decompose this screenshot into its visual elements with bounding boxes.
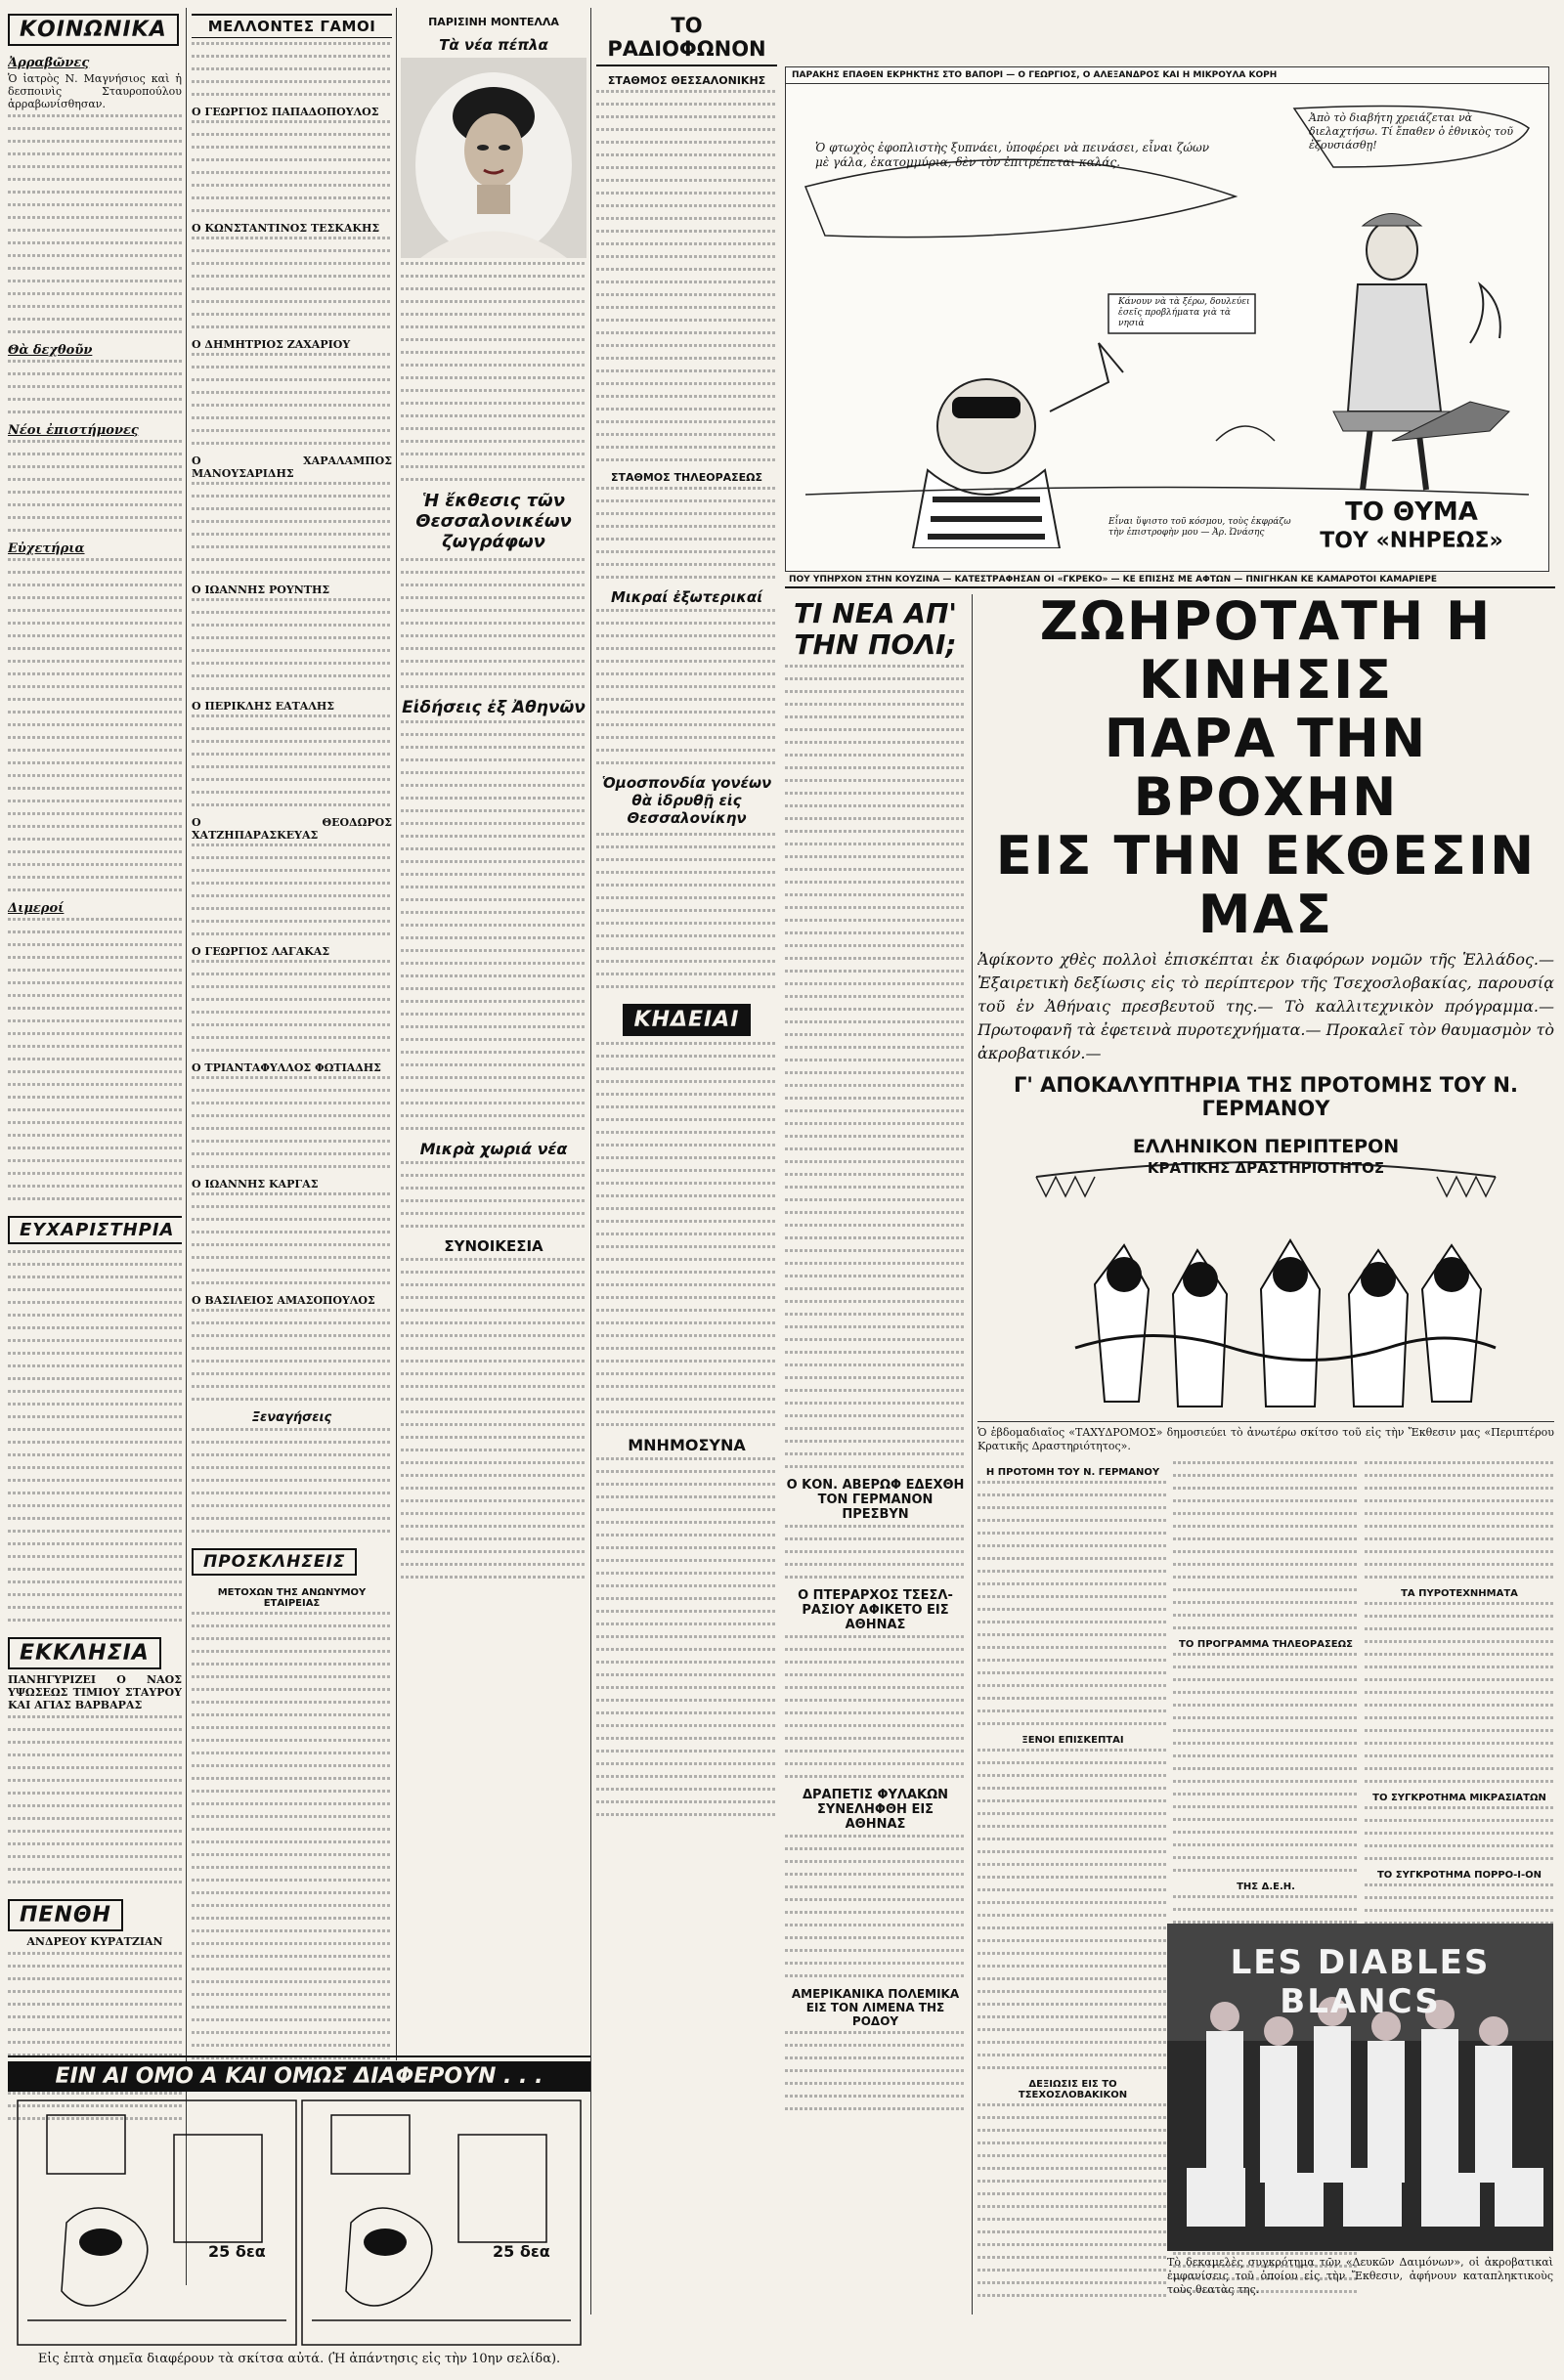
section-head-1: ΞΕΝΟΙ ΕΠΙΣΚΕΠΤΑΙ [1021,1735,1124,1746]
bride-image [401,58,586,258]
text-block [785,1835,966,1977]
synoikeia-headline: ΣΥΝΟΙΚΕΣΙΑ [444,1237,543,1255]
eidiseis-headline: Εἰδήσεις ἐξ Ἀθηνῶν [402,698,586,717]
column-fashion [401,8,586,2060]
text-block [8,1250,182,1622]
cartoon-title-2: ΤΟΥ «ΝΗΡΕΩΣ» [1320,529,1503,553]
text-block [596,90,777,461]
arravones-text: Ὁ ἰατρὸς Ν. Μαγνήσιος καὶ ἡ δεσποινὶς Σταυροπούλου ἀρραβωνίσθησαν. [8,72,182,110]
lead-deck: Ἀφίκοντο χθὲς πολλοὶ ἐπισκέπται ἐκ διαφόρων νομῶν τῆς Ἑλλάδος.— Ἐξαιρετικὴ δεξίωσις εἰς τὸ περίπτερον τῆς Τσεχοσλοβακίας, παρουσίᾳ τοῦ ἐν Ἀθήναις πρεσβευτοῦ της.— Τὸ καλλιτεχνικὸν πρόγραμμα.— Πρωτοφανῆ τὰ ἐφετεινὰ πυροτεχνήματα.— Προκαλεῖ τὸν θαυμασμὸν τὸ ἀκροβατικόν.— [978,950,1554,1062]
text-block [8,114,182,333]
text-block [401,1161,586,1228]
section-head-2: ΤΟ ΠΡΟΓΡΑΜΜΑ ΤΗΛΕΟΡΑΣΕΩΣ [1179,1639,1353,1650]
subhead-xenagiseis: Ξεναγήσεις [251,1410,332,1425]
mikrai-headline: Μικραί ἐξωτερικαί [610,588,763,606]
pavilion-caption: Ὁ ἑβδομαδιαῖος «ΤΑΧΥΔΡΟΜΟΣ» δημοσιεύει τὸ ἀνωτέρω σκίτσο τοῦ εἰς τὴν Ἔκθεσιν μας «Περιπτέρου Κρατικῆς Δραστηριότητος». [978,1426,1554,1452]
subhead-neoi: Νέοι ἐπιστήμονες [8,423,139,438]
ad-title: ΕΙΝ ΑΙ ΟΜΟ Α ΚΑΙ ΟΜΩΣ ΔΙΑΦΕΡΟΥΝ . . . [8,2061,590,2092]
radio-station: ΣΤΑΘΜΟΣ ΘΕΣΣΑΛΟΝΙΚΗΣ [607,74,766,87]
wedding-entry: Ο ΧΑΡΑΛΑΜΠΟΣ ΜΑΝΟΥΣΑΡΙΔΗΣ [192,454,392,480]
section-title-eyxaristiria: ΕΥΧΑΡΙΣΤΗΡΙΑ [8,1216,182,1244]
text-block [1365,1602,1554,1783]
paris-title: ΠΑΡΙΣΙΝΗ ΜΟΝΤΕΛΛΑ [428,16,559,28]
penthi-text: ΑΝΔΡΕΟΥ ΚΥΡΑΤΖΙΑΝ [26,1935,163,1948]
text-block [596,487,777,579]
lead-headline-line3: ΕΙΣ ΤΗΝ ΕΚΘΕΣΙΝ ΜΑΣ [995,825,1537,945]
wedding-entry: Ο ΚΩΝΣΤΑΝΤΙΝΟΣ ΤΕΣΚΑΚΗΣ [192,222,380,235]
text-block [978,2103,1168,2300]
section-title-koinonika: ΚΟΙΝΩΝΙΚΑ [8,14,179,46]
kideiai-wrap [596,998,777,1040]
lead-headline-line2: ΠΑΡΑ ΤΗΝ ΒΡΟΧΗΝ [1104,708,1428,828]
section-title-kideiai: ΚΗΔΕΙΑΙ [623,1004,752,1036]
bride-photo [401,58,586,258]
newspaper-page [8,8,1556,2372]
section-head-7: ΤΟ ΣΥΓΚΡΟΤΗΜΑ ΜΙΚΡΑΣΙΑΤΩΝ [1372,1793,1546,1803]
text-block [192,1612,392,2060]
text-block [8,360,182,413]
lead-headline-line1: ΖΩΗΡΟΤΑΤΗ Η ΚΙΝΗΣΙΣ [1039,592,1493,711]
text-block [785,1525,966,1579]
ad-panels [8,2096,590,2350]
text-block [192,960,392,1052]
column-city-news [785,594,966,2315]
section-head-8: ΤΟ ΣΥΓΚΡΟΤΗΜΑ ΠΟΡΡΟ-Ι-ΟΝ [1376,1870,1542,1881]
text-block [596,1457,777,1816]
text-block [192,1309,392,1401]
cartoon-speech-1: Ὁ φτωχὸς ἐφοπλιστὴς ξυπνάει, ὑποφέρει νὰ πεινάσει, εἶναι ζώων μὲ γάλα, ἑκατομμύρια, δὲν τὸν ἐπιτρέπεται καλάς. [815,141,1210,169]
text-block [8,918,182,1200]
wedding-entry: Ο ΓΕΩΡΓΙΟΣ ΛΑΓΑΚΑΣ [192,945,330,958]
acrobats-caption: Τὸ δεκαμελὲς συγκρότημα τῶν «Λευκῶν Δαιμόνων», οἱ ἀκροβατικαὶ ἐμφανίσεις τοῦ ὁποίου εἰς τὴν Ἔκθεσιν, ἀφήνουν καταπληκτικοὺς τοὺς θεατὰς της. [1167,2256,1553,2296]
cartoon-signature: Εἶναι ὕψιστο τοῦ κόσμου, τοὺς ἐκφράζω τὴν ἐπιστροφὴν μου — Ἀρ. Ὠνάσης [1108,517,1291,538]
text-block [401,262,586,481]
pavilion-sign-2: ΚΡΑΤΙΚΗΣ ΔΡΑΣΤΗΡΙΟΤΗΤΟΣ [1147,1159,1385,1177]
wedding-entry: Ο ΘΕΟΔΩΡΟΣ ΧΑΤΖΗΠΑΡΑΣΚΕΥΑΣ [192,816,392,842]
wedding-entry: Ο ΒΑΣΙΛΕΙΟΣ ΑΜΑΣΟΠΟΥΛΟΣ [192,1294,375,1307]
column-rule [396,8,397,2060]
column-social [8,8,182,2295]
text-block [785,665,966,1163]
text-block [192,1428,392,1533]
tv-station: ΣΤΑΘΜΟΣ ΤΗΛΕΟΡΑΣΕΩΣ [610,471,763,484]
wedding-entry: Ο ΙΩΑΝΝΗΣ ΚΑΡΓΑΣ [192,1178,319,1190]
text-block [192,482,392,574]
wedding-entry: Ο ΙΩΑΝΝΗΣ ΡΟΥΝΤΗΣ [192,584,330,596]
subhead-eyxetiria: Εὐχετήρια [8,541,85,556]
ekthesis-headline: Ἡ ἔκθεσις τῶν Θεσσαλονικέων ζωγράφων [415,491,572,552]
pavilion-cartoon [978,1128,1554,1422]
text-block [192,714,392,806]
text-block [1365,1806,1554,1860]
section-head-4: ΤΗΣ Δ.Ε.Η. [1237,1882,1295,1892]
wedding-entry: Ο ΠΕΡΙΚΛΗΣ ΕΑΤΑΛΗΣ [192,700,335,713]
political-cartoon [785,66,1549,572]
text-block [401,1258,586,1579]
cartoon-bottom-banner: ΠΟΥ ΥΠΗΡΧΟΝ ΣΤΗΝ ΚΟΥΖΙΝΑ — ΚΑΤΕΣΤΡΑΦΗΣΑΝ ΟΙ «ΓΚΡΕΚΟ» — ΚΕ ΕΠΙΣΗΣ ΜΕ ΑΦΤΩΝ — ΠΝΙΓΗΚΑΝ ΚΕ ΚΑΜΑΡΟΤΟΙ ΚΑΜΑΡΙΕΡΕ [785,573,1555,588]
subhead-arravones: Ἀρραβῶνες [8,56,90,70]
column-weddings [192,8,392,2060]
text-block [192,1192,392,1284]
ekklisia-text: ΠΑΝΗΓΥΡΙΖΕΙ Ο ΝΑΟΣ ΥΨΩΣΕΩΣ ΤΙΜΙΟΥ ΣΤΑΥΡΟΥ ΚΑΙ ΑΓΙΑΣ ΒΑΡΒΑΡΑΣ [8,1673,182,1711]
mikra-headline: Μικρὰ χωριά νέα [419,1140,568,1158]
section-title-ekklisia: ΕΚΚΛΗΣΙΑ [8,1637,161,1669]
mnimosyna-headline: ΜΝΗΜΟΣΥΝΑ [628,1436,746,1454]
wedding-entry: Ο ΓΕΩΡΓΙΟΣ ΠΑΠΑΔΟΠΟΥΛΟΣ [192,106,379,118]
text-block [192,598,392,690]
photo-banner-text: LES DIABLES BLANCS [1230,1943,1491,2021]
subhead-thedexthoun: Θὰ δεχθοῦν [8,343,93,358]
egkainia-headline: Ο ΚΟΝ. ΑΒΕΡΩΦ ΕΔΕΧΘΗ ΤΟΝ ΓΕΡΜΑΝΟΝ ΠΡΕΣΒΥΝ [786,1478,965,1522]
text-block [192,120,392,212]
pavilion-sign-1: ΕΛΛΗΝΙΚΟΝ ΠΕΡΙΠΤΕΡΟΝ [1132,1136,1400,1157]
radio-title: ΤΟ ΡΑΔΙΟΦΩΝΟΝ [596,14,777,66]
text-block [192,1076,392,1168]
cartoon-speech-3: Κάνουν νὰ τὰ ξέρω, δουλεύει ἐσεῖς προβλήματα γιὰ τὰ νησιὰ [1118,297,1250,328]
price-tag-1: 25 δεα [208,2242,266,2261]
text-block [978,1749,1168,2069]
column-radio [596,8,777,2315]
section-head-3: ΔΕΞΙΩΣΙΣ ΕΙΣ ΤΟ ΤΣΕΧΟΣΛΟΒΑΚΙΚΟΝ [1018,2079,1128,2100]
lead-col-left [978,1459,1168,2300]
section-head-5: ΤΑ ΠΥΡΟΤΕΧΝΗΜΑΤΑ [1401,1588,1518,1599]
tinea-title: ΤΙ ΝΕΑ ΑΠ' ΤΗΝ ΠΟΛΙ; [794,597,957,661]
section-title-penthi: ΠΕΝΘΗ [8,1899,123,1931]
text-block [8,1715,182,1883]
subhead-diploi: Διμεροί [8,901,65,916]
text-block [8,558,182,891]
cartoon-title-1: ΤΟ ΘΥΜΑ [1345,498,1478,527]
paris-subtitle: Τὰ νέα πέπλα [439,36,548,54]
section-title-proskliseis: ΠΡΟΣΚΛΗΣΕΙΣ [192,1548,357,1576]
drapetis-headline: ΔΡΑΠΕΤΙΣ ΦΥΛΑΚΩΝ ΣΥΝΕΛΗΦΘΗ ΕΙΣ ΑΘΗΝΑΣ [802,1788,949,1832]
ad-drawings [8,2096,590,2350]
text-block [192,237,392,328]
lead-subhead: Γ' ΑΠΟΚΑΛΥΠΤΗΡΙΑ ΤΗΣ ΠΡΟΤΟΜΗΣ ΤΟΥ Ν. ΓΕΡΜΑΝΟΥ [1014,1073,1518,1120]
text-block [1173,1653,1359,1872]
acrobats-photo [1167,1924,1553,2251]
text-block [596,1042,777,1426]
text-block [192,844,392,935]
cartoon-banner: ΠΑΡΑΚΗΣ ΕΠΑΘΕΝ ΕΚΡΗΚΤΗΣ ΣΤΟ ΒΑΠΟΡΙ — Ο ΓΕΩΡΓΙΟΣ, Ο ΑΛΕΞΑΝΔΡΟΣ ΚΑΙ Η ΜΙΚΡΟΥΛΑ ΚΟΡΗ [786,67,1548,84]
text-block [192,42,392,96]
text-block [1173,1461,1359,1629]
spot-the-difference [8,2055,590,2368]
text-block [596,609,777,764]
proskliseis-sub: ΜΕΤΟΧΩΝ ΤΗΣ ΑΝΩΝΥΜΟΥ ΕΤΑΙΡΕΙΑΣ [217,1587,367,1609]
wedding-entry: Ο ΤΡΙΑΝΤΑΦΥΛΛΟΣ ΦΩΤΙΑΔΗΣ [192,1061,381,1074]
column-rule [186,8,187,2285]
column-rule [972,594,973,2315]
section-title-mellontes-gamoi: ΜΕΛΛΟΝΤΕΣ ΓΑΜΟΙ [192,14,392,38]
omospondia-headline: Ὁμοσπονδία γονέων θὰ ἱδρυθῇ εἰς Θεσσαλονίκην [601,774,772,827]
price-tag-2: 25 δεα [493,2242,550,2261]
column-rule [590,8,591,2315]
wedding-entry: Ο ΔΗΜΗΤΡΙΟΣ ΖΑΧΑΡΙΟΥ [192,338,351,351]
text-block [785,1635,966,1778]
text-block [785,1173,966,1468]
text-block [978,1481,1168,1725]
sxesi-headline: Ο ΠΤΕΡΑΡΧΟΣ ΤΣΕΣΛ-ΡΑΣΙΟΥ ΑΦΙΚΕΤΟ ΕΙΣ ΑΘΗΝΑΣ [798,1588,953,1632]
text-block [596,833,777,988]
ad-caption: Εἰς ἑπτὰ σημεῖα διαφέρουν τὰ σκίτσα αὐτά. (Ἡ ἀπάντησις εἰς τὴν 10ην σελίδα). [37,2352,561,2366]
section-head-0: Η ΠΡΟΤΟΜΗ ΤΟΥ Ν. ΓΕΡΜΑΝΟΥ [985,1467,1160,1478]
amerikanika-headline: ΑΜΕΡΙΚΑΝΙΚΑ ΠΟΛΕΜΙΚΑ ΕΙΣ ΤΟΝ ΛΙΜΕΝΑ ΤΗΣ ΡΟΔΟΥ [791,1987,960,2028]
cartoon-speech-2: Ἀπὸ τὸ διαβήτη χρειάζεται νὰ διελαχτήσω. Τί ἔπαθεν ὁ ἐθνικὸς τοῦ ἐξουσιάσθῃ! [1309,111,1513,151]
text-block [401,720,586,1130]
wedding-list [192,106,392,1401]
text-block [401,558,586,688]
text-block [1365,1461,1554,1579]
text-block [8,440,182,532]
text-block [192,353,392,445]
text-block [785,2031,966,2110]
